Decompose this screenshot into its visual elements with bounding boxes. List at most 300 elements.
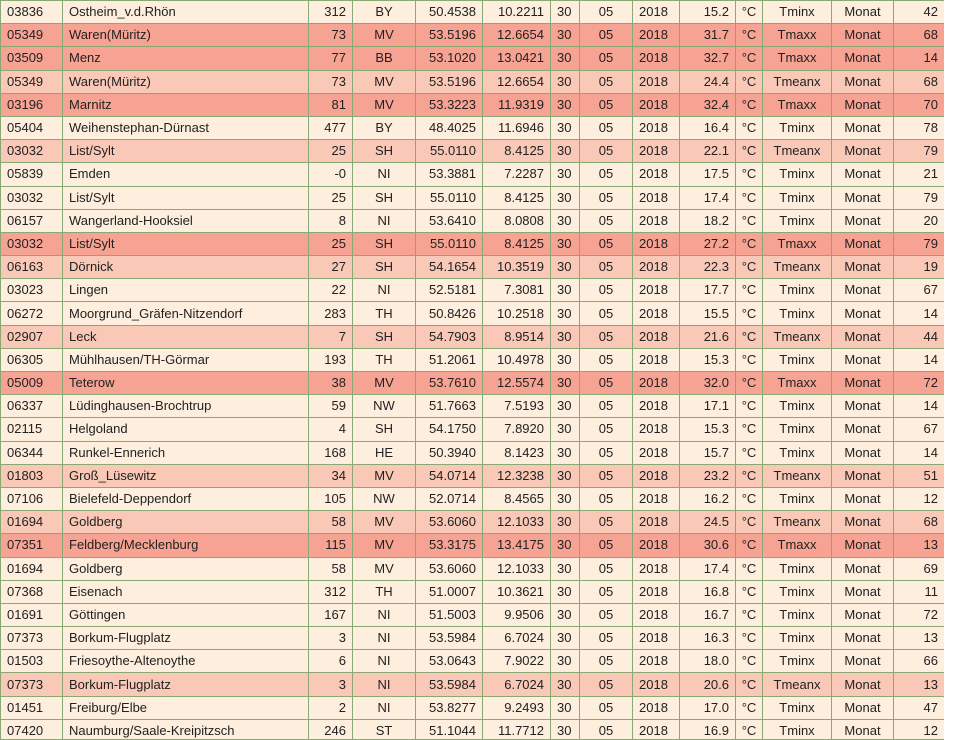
station-id-cell: 05349: [1, 70, 63, 93]
temperature-cell: 15.5: [680, 302, 736, 325]
station-id-cell: 03836: [1, 1, 63, 24]
station-name-cell: Leck: [63, 325, 309, 348]
year-cell: 2018: [633, 557, 680, 580]
table-row[interactable]: [1, 719, 945, 740]
type-cell: Tminx: [763, 348, 832, 371]
station-id-cell: 07373: [1, 673, 63, 696]
unit-cell: °C: [736, 372, 763, 395]
state-cell: SH: [353, 186, 416, 209]
longitude-cell: 8.1423: [483, 441, 551, 464]
period-cell: Monat: [832, 395, 894, 418]
state-cell: NW: [353, 487, 416, 510]
table-row[interactable]: [1, 441, 945, 464]
type-cell: Tminx: [763, 696, 832, 719]
type-cell: Tmaxx: [763, 534, 832, 557]
altitude-cell: 22: [309, 279, 353, 302]
latitude-cell: 53.5984: [416, 627, 483, 650]
day-cell: 30: [551, 186, 580, 209]
type-cell: Tmeanx: [763, 511, 832, 534]
year-cell: 2018: [633, 603, 680, 626]
type-cell: Tmeanx: [763, 673, 832, 696]
altitude-cell: 81: [309, 93, 353, 116]
unit-cell: °C: [736, 511, 763, 534]
station-name-cell: Helgoland: [63, 418, 309, 441]
state-cell: MV: [353, 70, 416, 93]
latitude-cell: 53.5984: [416, 673, 483, 696]
altitude-cell: 25: [309, 186, 353, 209]
period-cell: Monat: [832, 534, 894, 557]
period-cell: Monat: [832, 232, 894, 255]
longitude-cell: 12.5574: [483, 372, 551, 395]
period-cell: Monat: [832, 325, 894, 348]
temperature-cell: 27.2: [680, 232, 736, 255]
table-row[interactable]: [1, 627, 945, 650]
station-name-cell: Mühlhausen/TH-Görmar: [63, 348, 309, 371]
table-row[interactable]: [1, 232, 945, 255]
temperature-cell: 32.4: [680, 93, 736, 116]
count-cell: 47: [894, 696, 945, 719]
type-cell: Tminx: [763, 116, 832, 139]
table-row[interactable]: [1, 256, 945, 279]
unit-cell: °C: [736, 256, 763, 279]
longitude-cell: 12.3238: [483, 464, 551, 487]
table-row[interactable]: [1, 395, 945, 418]
day-cell: 30: [551, 348, 580, 371]
period-cell: Monat: [832, 418, 894, 441]
count-cell: 72: [894, 603, 945, 626]
station-id-cell: 03032: [1, 140, 63, 163]
type-cell: Tminx: [763, 487, 832, 510]
altitude-cell: 312: [309, 580, 353, 603]
temperature-cell: 22.1: [680, 140, 736, 163]
period-cell: Monat: [832, 719, 894, 740]
latitude-cell: 53.0643: [416, 650, 483, 673]
station-name-cell: Emden: [63, 163, 309, 186]
table-row[interactable]: [1, 47, 945, 70]
day-cell: 30: [551, 511, 580, 534]
station-id-cell: 03509: [1, 47, 63, 70]
state-cell: ST: [353, 719, 416, 740]
temperature-cell: 17.1: [680, 395, 736, 418]
station-name-cell: Wangerland-Hooksiel: [63, 209, 309, 232]
state-cell: NW: [353, 395, 416, 418]
table-row[interactable]: [1, 209, 945, 232]
latitude-cell: 53.3881: [416, 163, 483, 186]
type-cell: Tminx: [763, 302, 832, 325]
table-row[interactable]: [1, 163, 945, 186]
type-cell: Tminx: [763, 1, 832, 24]
temperature-cell: 15.3: [680, 418, 736, 441]
altitude-cell: 77: [309, 47, 353, 70]
table-row[interactable]: [1, 325, 945, 348]
latitude-cell: 55.0110: [416, 232, 483, 255]
table-row[interactable]: [1, 464, 945, 487]
station-id-cell: 06344: [1, 441, 63, 464]
state-cell: BY: [353, 1, 416, 24]
table-row[interactable]: [1, 673, 945, 696]
day-cell: 30: [551, 534, 580, 557]
station-name-cell: Friesoythe-Altenoythe: [63, 650, 309, 673]
day-cell: 30: [551, 47, 580, 70]
period-cell: Monat: [832, 511, 894, 534]
state-cell: MV: [353, 93, 416, 116]
longitude-cell: 9.2493: [483, 696, 551, 719]
altitude-cell: 25: [309, 140, 353, 163]
type-cell: Tmeanx: [763, 325, 832, 348]
year-cell: 2018: [633, 325, 680, 348]
latitude-cell: 55.0110: [416, 140, 483, 163]
month-cell: 05: [580, 232, 633, 255]
table-row[interactable]: [1, 603, 945, 626]
state-cell: MV: [353, 464, 416, 487]
temperature-cell: 23.2: [680, 464, 736, 487]
unit-cell: °C: [736, 93, 763, 116]
type-cell: Tminx: [763, 603, 832, 626]
count-cell: 67: [894, 279, 945, 302]
state-cell: NI: [353, 279, 416, 302]
year-cell: 2018: [633, 348, 680, 371]
station-id-cell: 05404: [1, 116, 63, 139]
year-cell: 2018: [633, 93, 680, 116]
count-cell: 44: [894, 325, 945, 348]
station-id-cell: 06163: [1, 256, 63, 279]
station-name-cell: Lingen: [63, 279, 309, 302]
latitude-cell: 53.3223: [416, 93, 483, 116]
longitude-cell: 10.2518: [483, 302, 551, 325]
count-cell: 51: [894, 464, 945, 487]
year-cell: 2018: [633, 418, 680, 441]
day-cell: 30: [551, 372, 580, 395]
day-cell: 30: [551, 650, 580, 673]
period-cell: Monat: [832, 464, 894, 487]
station-name-cell: Eisenach: [63, 580, 309, 603]
period-cell: Monat: [832, 372, 894, 395]
count-cell: 68: [894, 70, 945, 93]
station-id-cell: 06305: [1, 348, 63, 371]
temperature-cell: 16.8: [680, 580, 736, 603]
count-cell: 12: [894, 719, 945, 740]
period-cell: Monat: [832, 186, 894, 209]
station-id-cell: 01694: [1, 511, 63, 534]
table-row[interactable]: [1, 696, 945, 719]
longitude-cell: 6.7024: [483, 673, 551, 696]
state-cell: NI: [353, 209, 416, 232]
year-cell: 2018: [633, 70, 680, 93]
longitude-cell: 13.0421: [483, 47, 551, 70]
station-name-cell: Menz: [63, 47, 309, 70]
state-cell: TH: [353, 302, 416, 325]
station-name-cell: Waren(Müritz): [63, 70, 309, 93]
station-id-cell: 03032: [1, 186, 63, 209]
temperature-cell: 17.7: [680, 279, 736, 302]
station-name-cell: Borkum-Flugplatz: [63, 673, 309, 696]
station-name-cell: Borkum-Flugplatz: [63, 627, 309, 650]
state-cell: MV: [353, 372, 416, 395]
type-cell: Tminx: [763, 627, 832, 650]
unit-cell: °C: [736, 603, 763, 626]
longitude-cell: 8.0808: [483, 209, 551, 232]
state-cell: BB: [353, 47, 416, 70]
longitude-cell: 10.4978: [483, 348, 551, 371]
table-row[interactable]: [1, 348, 945, 371]
month-cell: 05: [580, 627, 633, 650]
longitude-cell: 10.3621: [483, 580, 551, 603]
temperature-cell: 24.5: [680, 511, 736, 534]
state-cell: MV: [353, 24, 416, 47]
temperature-cell: 17.4: [680, 557, 736, 580]
month-cell: 05: [580, 1, 633, 24]
altitude-cell: 7: [309, 325, 353, 348]
altitude-cell: 168: [309, 441, 353, 464]
temperature-cell: 21.6: [680, 325, 736, 348]
table-row[interactable]: [1, 487, 945, 510]
altitude-cell: 167: [309, 603, 353, 626]
month-cell: 05: [580, 70, 633, 93]
day-cell: 30: [551, 279, 580, 302]
station-name-cell: Freiburg/Elbe: [63, 696, 309, 719]
latitude-cell: 53.5196: [416, 24, 483, 47]
table-row[interactable]: [1, 372, 945, 395]
altitude-cell: 25: [309, 232, 353, 255]
latitude-cell: 51.7663: [416, 395, 483, 418]
station-id-cell: 07373: [1, 627, 63, 650]
count-cell: 20: [894, 209, 945, 232]
longitude-cell: 12.6654: [483, 70, 551, 93]
altitude-cell: 58: [309, 511, 353, 534]
table-row[interactable]: [1, 302, 945, 325]
temperature-cell: 16.7: [680, 603, 736, 626]
count-cell: 68: [894, 24, 945, 47]
latitude-cell: 53.6060: [416, 511, 483, 534]
table-row[interactable]: [1, 580, 945, 603]
unit-cell: °C: [736, 650, 763, 673]
count-cell: 14: [894, 302, 945, 325]
year-cell: 2018: [633, 441, 680, 464]
latitude-cell: 53.3175: [416, 534, 483, 557]
table-row[interactable]: [1, 650, 945, 673]
table-row[interactable]: [1, 1, 945, 24]
altitude-cell: 38: [309, 372, 353, 395]
day-cell: 30: [551, 719, 580, 740]
month-cell: 05: [580, 650, 633, 673]
latitude-cell: 54.0714: [416, 464, 483, 487]
year-cell: 2018: [633, 372, 680, 395]
unit-cell: °C: [736, 395, 763, 418]
longitude-cell: 7.5193: [483, 395, 551, 418]
day-cell: 30: [551, 696, 580, 719]
period-cell: Monat: [832, 603, 894, 626]
station-id-cell: 03032: [1, 232, 63, 255]
year-cell: 2018: [633, 673, 680, 696]
latitude-cell: 54.1750: [416, 418, 483, 441]
day-cell: 30: [551, 557, 580, 580]
station-name-cell: Feldberg/Mecklenburg: [63, 534, 309, 557]
month-cell: 05: [580, 603, 633, 626]
day-cell: 30: [551, 232, 580, 255]
longitude-cell: 8.4125: [483, 186, 551, 209]
type-cell: Tminx: [763, 441, 832, 464]
table-row[interactable]: [1, 511, 945, 534]
type-cell: Tmaxx: [763, 372, 832, 395]
temperature-cell: 15.2: [680, 1, 736, 24]
longitude-cell: 9.9506: [483, 603, 551, 626]
month-cell: 05: [580, 302, 633, 325]
station-name-cell: Dörnick: [63, 256, 309, 279]
altitude-cell: 6: [309, 650, 353, 673]
unit-cell: °C: [736, 348, 763, 371]
table-row[interactable]: [1, 24, 945, 47]
year-cell: 2018: [633, 1, 680, 24]
station-name-cell: List/Sylt: [63, 140, 309, 163]
unit-cell: °C: [736, 140, 763, 163]
longitude-cell: 7.9022: [483, 650, 551, 673]
station-id-cell: 06337: [1, 395, 63, 418]
state-cell: NI: [353, 603, 416, 626]
type-cell: Tminx: [763, 209, 832, 232]
state-cell: HE: [353, 441, 416, 464]
year-cell: 2018: [633, 47, 680, 70]
table-row[interactable]: [1, 186, 945, 209]
day-cell: 30: [551, 464, 580, 487]
day-cell: 30: [551, 256, 580, 279]
period-cell: Monat: [832, 70, 894, 93]
period-cell: Monat: [832, 627, 894, 650]
count-cell: 12: [894, 487, 945, 510]
station-id-cell: 01503: [1, 650, 63, 673]
unit-cell: °C: [736, 487, 763, 510]
station-id-cell: 01694: [1, 557, 63, 580]
count-cell: 14: [894, 441, 945, 464]
state-cell: SH: [353, 140, 416, 163]
month-cell: 05: [580, 418, 633, 441]
unit-cell: °C: [736, 580, 763, 603]
temperature-cell: 17.5: [680, 163, 736, 186]
longitude-cell: 8.9514: [483, 325, 551, 348]
table-body: [1, 1, 945, 740]
count-cell: 79: [894, 140, 945, 163]
station-id-cell: 01691: [1, 603, 63, 626]
station-name-cell: Lüdinghausen-Brochtrup: [63, 395, 309, 418]
table-row[interactable]: [1, 140, 945, 163]
count-cell: 79: [894, 232, 945, 255]
unit-cell: °C: [736, 441, 763, 464]
table-row[interactable]: [1, 70, 945, 93]
latitude-cell: 53.6060: [416, 557, 483, 580]
count-cell: 79: [894, 186, 945, 209]
station-name-cell: Marnitz: [63, 93, 309, 116]
table-row[interactable]: [1, 557, 945, 580]
station-name-cell: Göttingen: [63, 603, 309, 626]
unit-cell: °C: [736, 47, 763, 70]
year-cell: 2018: [633, 279, 680, 302]
year-cell: 2018: [633, 232, 680, 255]
latitude-cell: 54.7903: [416, 325, 483, 348]
count-cell: 19: [894, 256, 945, 279]
temperature-cell: 32.0: [680, 372, 736, 395]
table-row[interactable]: [1, 116, 945, 139]
latitude-cell: 53.5196: [416, 70, 483, 93]
temperature-cell: 18.2: [680, 209, 736, 232]
latitude-cell: 50.4538: [416, 1, 483, 24]
station-name-cell: Bielefeld-Deppendorf: [63, 487, 309, 510]
day-cell: 30: [551, 673, 580, 696]
station-name-cell: Goldberg: [63, 557, 309, 580]
month-cell: 05: [580, 163, 633, 186]
latitude-cell: 50.3940: [416, 441, 483, 464]
table-row[interactable]: [1, 418, 945, 441]
station-id-cell: 05009: [1, 372, 63, 395]
station-id-cell: 03023: [1, 279, 63, 302]
table-row[interactable]: [1, 93, 945, 116]
month-cell: 05: [580, 487, 633, 510]
count-cell: 67: [894, 418, 945, 441]
altitude-cell: 27: [309, 256, 353, 279]
station-id-cell: 06272: [1, 302, 63, 325]
day-cell: 30: [551, 93, 580, 116]
period-cell: Monat: [832, 24, 894, 47]
longitude-cell: 8.4125: [483, 140, 551, 163]
state-cell: SH: [353, 256, 416, 279]
period-cell: Monat: [832, 47, 894, 70]
year-cell: 2018: [633, 209, 680, 232]
month-cell: 05: [580, 209, 633, 232]
day-cell: 30: [551, 140, 580, 163]
state-cell: NI: [353, 627, 416, 650]
table-row[interactable]: [1, 279, 945, 302]
period-cell: Monat: [832, 302, 894, 325]
longitude-cell: 12.6654: [483, 24, 551, 47]
year-cell: 2018: [633, 24, 680, 47]
station-id-cell: 02907: [1, 325, 63, 348]
period-cell: Monat: [832, 209, 894, 232]
station-name-cell: Runkel-Ennerich: [63, 441, 309, 464]
count-cell: 68: [894, 511, 945, 534]
altitude-cell: 4: [309, 418, 353, 441]
altitude-cell: 312: [309, 1, 353, 24]
month-cell: 05: [580, 557, 633, 580]
station-name-cell: Weihenstephan-Dürnast: [63, 116, 309, 139]
state-cell: SH: [353, 418, 416, 441]
day-cell: 30: [551, 116, 580, 139]
count-cell: 13: [894, 673, 945, 696]
month-cell: 05: [580, 511, 633, 534]
month-cell: 05: [580, 279, 633, 302]
count-cell: 21: [894, 163, 945, 186]
latitude-cell: 53.8277: [416, 696, 483, 719]
temperature-cell: 16.2: [680, 487, 736, 510]
station-id-cell: 01803: [1, 464, 63, 487]
year-cell: 2018: [633, 163, 680, 186]
type-cell: Tmaxx: [763, 47, 832, 70]
period-cell: Monat: [832, 163, 894, 186]
count-cell: 14: [894, 348, 945, 371]
temperature-cell: 16.9: [680, 719, 736, 740]
year-cell: 2018: [633, 580, 680, 603]
day-cell: 30: [551, 163, 580, 186]
temperature-cell: 20.6: [680, 673, 736, 696]
unit-cell: °C: [736, 70, 763, 93]
period-cell: Monat: [832, 580, 894, 603]
station-name-cell: Teterow: [63, 372, 309, 395]
year-cell: 2018: [633, 696, 680, 719]
year-cell: 2018: [633, 302, 680, 325]
month-cell: 05: [580, 534, 633, 557]
period-cell: Monat: [832, 673, 894, 696]
month-cell: 05: [580, 93, 633, 116]
type-cell: Tminx: [763, 279, 832, 302]
period-cell: Monat: [832, 696, 894, 719]
table-row[interactable]: [1, 534, 945, 557]
